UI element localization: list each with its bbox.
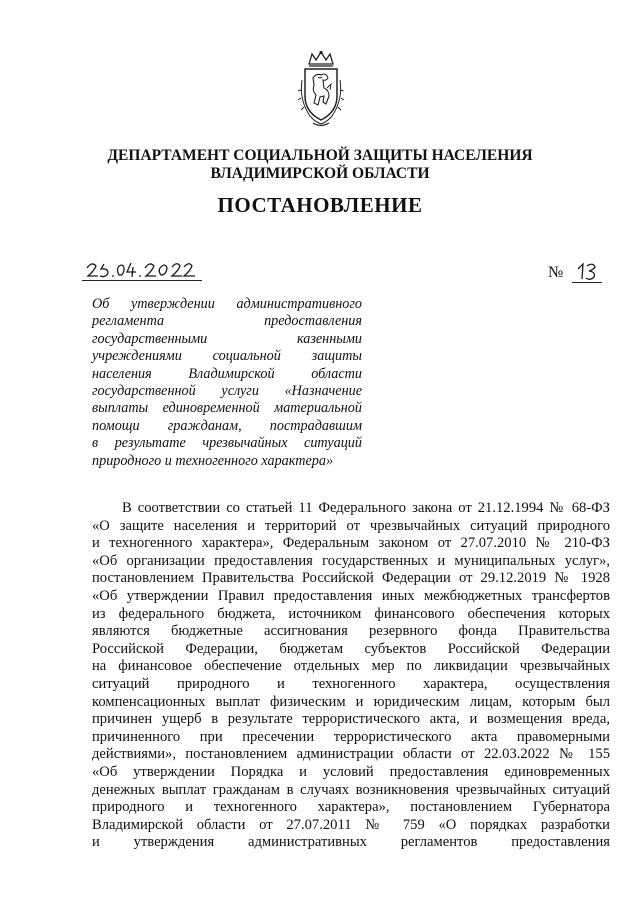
body-line: «Об организации предоставления государственных и муниципальных услуг», [92, 552, 610, 569]
subject-line: в результате чрезвычайных ситуаций [92, 435, 362, 452]
body-line: постановлением Правительства Российской Федерации от 29.12.2019 № 1928 [92, 570, 610, 587]
number-underline [572, 282, 602, 283]
vladimir-oblast-coat-of-arms-icon [296, 50, 346, 128]
number-label: № [548, 264, 564, 281]
body-line: компенсационных выплат физическим и юридическим лицам, которым был [92, 693, 610, 710]
department-name-line2: ВЛАДИМИРСКОЙ ОБЛАСТИ [210, 165, 430, 182]
body-line: на финансовое обеспечение отдельных мер по ликвидации чрезвычайных [92, 658, 610, 675]
body-line: «Об утверждении Порядка и условий предоставления единовременных [92, 763, 610, 780]
document-subject [92, 296, 362, 470]
body-line: ситуаций природного и техногенного характера, осуществления [92, 675, 610, 692]
date-underline [82, 280, 202, 281]
subject-line: выплаты единовременной материальной [92, 400, 362, 417]
body-line: причинен ущерб в результате террористического акта, и возмещения вреда, [92, 711, 610, 728]
body-line: и техногенного характера», Федеральным законом от 27.07.2010 № 210-ФЗ [92, 535, 610, 552]
body-line: Российской Федерации, бюджетам субъектов Российской Федерации [92, 640, 610, 657]
subject-line: населения Владимирской области [92, 365, 362, 382]
body-line: являются бюджетные ассигнования резервного фонда Правительства [92, 623, 610, 640]
body-line: природного и техногенного характера», постановлением Губернатора [92, 799, 610, 816]
document-type-title: ПОСТАНОВЛЕНИЕ [217, 193, 423, 217]
department-name-line1: ДЕПАРТАМЕНТ СОЦИАЛЬНОЙ ЗАЩИТЫ НАСЕЛЕНИЯ [107, 147, 533, 164]
body-line: действиями», постановлением администрации области от 22.03.2022 № 155 [92, 746, 610, 763]
body-line: Владимирской области от 27.07.2011 № 759 «О порядках разработки [92, 816, 610, 833]
body-line: «О защите населения и территорий от чрезвычайных ситуаций природного [92, 517, 610, 534]
body-line: причиненного при пресечении террористического акта правомерными [92, 728, 610, 745]
body-line: из федерального бюджета, источником финансового обеспечения которых [92, 605, 610, 622]
subject-line: регламента предоставления [92, 313, 362, 330]
subject-line: помощи гражданам, пострадавшим [92, 417, 362, 434]
subject-line: Об утверждении административного [92, 296, 362, 312]
body-line: В соответствии со статьей 11 Федерального закона от 21.12.1994 № 68-ФЗ [122, 500, 610, 516]
subject-line: учреждениями социальной защиты [92, 348, 362, 365]
subject-line: государственными казенными [92, 330, 362, 347]
subject-line: государственной услуги «Назначение [92, 383, 362, 400]
document-body [92, 500, 610, 852]
body-line: и утверждения административных регламентов предоставления [92, 834, 610, 851]
subject-line: природного и техногенного характера» [92, 452, 334, 469]
body-line: денежных выплат гражданам в случаях возникновения чрезвычайных ситуаций [92, 781, 610, 798]
body-line: «Об утверждении Правил предоставления иных межбюджетных трансфертов [92, 587, 610, 604]
handwritten-number [574, 260, 600, 282]
